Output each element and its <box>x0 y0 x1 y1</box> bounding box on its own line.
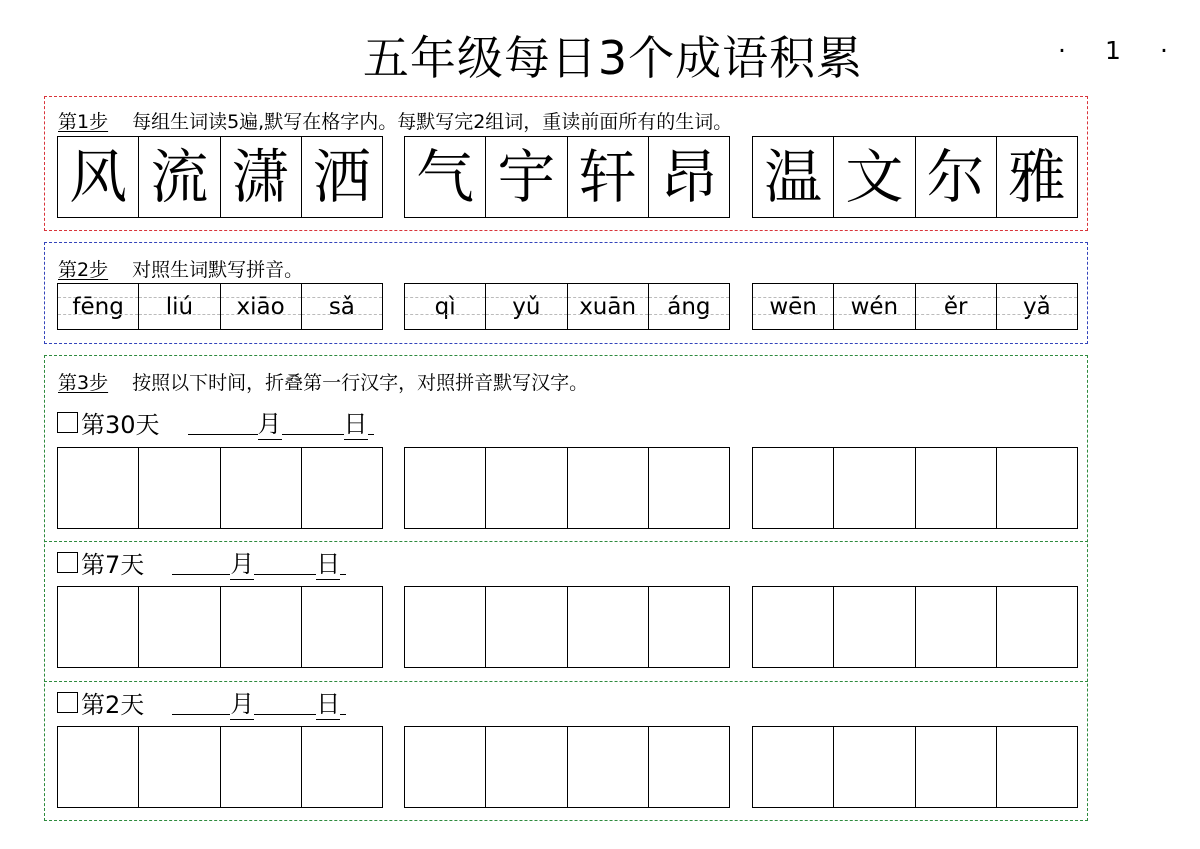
date-underline-end <box>340 550 346 575</box>
writing-cell[interactable] <box>834 727 915 807</box>
month-blank[interactable] <box>172 550 230 575</box>
pinyin-text: ěr <box>943 293 968 320</box>
checkbox-day-7[interactable] <box>57 552 78 573</box>
step1-text: 每组生词读5遍,默写在格字内。每默写完2组词，重读前面所有的生词。 <box>132 111 733 133</box>
step1-instruction <box>58 107 732 134</box>
writing-cell[interactable] <box>834 587 915 667</box>
writing-cell[interactable] <box>997 587 1077 667</box>
day-row-30 <box>57 404 374 440</box>
day-blank[interactable] <box>254 690 316 715</box>
step2-number: 第2步 <box>58 259 109 281</box>
page-number <box>1058 36 1168 65</box>
pinyin-text: wēn <box>769 293 817 320</box>
writing-cell[interactable] <box>486 727 567 807</box>
pinyin-text: xiāo <box>236 293 285 320</box>
idiom-char-cell: 洒 <box>312 143 371 211</box>
idiom-group-1 <box>57 136 383 218</box>
day-label: 第7天 <box>81 550 145 579</box>
idiom-char-cell: 轩 <box>568 137 649 217</box>
pinyin-cell <box>916 284 997 329</box>
writing-cell[interactable] <box>302 727 382 807</box>
writing-cell[interactable] <box>139 448 220 528</box>
day-label-unit: 日 <box>344 404 368 440</box>
step3-text: 按照以下时间，折叠第一行汉字，对照拼音默写汉字。 <box>132 372 589 394</box>
pinyin-cell <box>58 284 139 329</box>
idiom-char-cell: 流 <box>139 137 220 217</box>
pinyin-cell <box>405 284 486 329</box>
idiom-char-cell: 宇 <box>486 137 567 217</box>
writing-group <box>752 726 1078 808</box>
page-number-value: 1 <box>1105 36 1121 65</box>
day-label-unit: 日 <box>316 684 340 720</box>
pinyin-cell <box>834 284 915 329</box>
page-dot-right: · <box>1160 36 1168 65</box>
pinyin-text: wén <box>850 293 899 320</box>
step3-number: 第3步 <box>58 372 109 394</box>
day-blank[interactable] <box>254 550 316 575</box>
pinyin-cell <box>139 284 220 329</box>
pinyin-text: liú <box>165 293 194 320</box>
pinyin-text: yǔ <box>512 293 541 320</box>
writing-cell[interactable] <box>649 448 729 528</box>
pinyin-cell <box>649 284 729 329</box>
writing-cell[interactable] <box>221 587 302 667</box>
writing-cell[interactable] <box>997 448 1077 528</box>
writing-group <box>57 586 383 668</box>
writing-cell[interactable] <box>753 727 834 807</box>
writing-cell[interactable] <box>405 448 486 528</box>
idiom-char-cell: 风 <box>58 137 139 217</box>
writing-group <box>404 726 730 808</box>
writing-cell[interactable] <box>568 727 649 807</box>
month-blank[interactable] <box>188 410 258 435</box>
idiom-char-cell: 尔 <box>916 137 997 217</box>
writing-group <box>752 447 1078 529</box>
writing-cell[interactable] <box>649 587 729 667</box>
pinyin-group-2 <box>404 283 730 330</box>
writing-group <box>404 447 730 529</box>
writing-cell[interactable] <box>997 727 1077 807</box>
writing-cell[interactable] <box>58 448 139 528</box>
step2-instruction <box>58 255 303 282</box>
writing-cell[interactable] <box>221 727 302 807</box>
idiom-char-cell: 昂 <box>659 143 718 211</box>
writing-cell[interactable] <box>302 448 382 528</box>
writing-cell[interactable] <box>58 727 139 807</box>
writing-cell[interactable] <box>916 448 997 528</box>
writing-cell[interactable] <box>139 727 220 807</box>
pinyin-cell <box>997 284 1077 329</box>
idiom-group-3 <box>752 136 1078 218</box>
idiom-char-cell: 文 <box>834 137 915 217</box>
pinyin-cell <box>753 284 834 329</box>
date-underline-end <box>340 690 346 715</box>
writing-cell[interactable] <box>58 587 139 667</box>
pinyin-cell <box>486 284 567 329</box>
writing-group <box>57 726 383 808</box>
month-label: 月 <box>230 684 254 720</box>
writing-cell[interactable] <box>221 448 302 528</box>
step1-number: 第1步 <box>58 111 109 133</box>
idiom-char-cell: 温 <box>753 137 834 217</box>
pinyin-text: áng <box>667 293 711 320</box>
month-blank[interactable] <box>172 690 230 715</box>
day-label: 第2天 <box>81 690 145 719</box>
writing-cell[interactable] <box>405 727 486 807</box>
day-row-7 <box>57 544 346 580</box>
writing-group <box>404 586 730 668</box>
pinyin-cell <box>302 284 382 329</box>
checkbox-day-2[interactable] <box>57 692 78 713</box>
step3-instruction <box>58 368 588 395</box>
writing-group <box>57 447 383 529</box>
page-dot-left: · <box>1058 36 1066 65</box>
day-label-unit: 日 <box>316 544 340 580</box>
pinyin-group-3 <box>752 283 1078 330</box>
checkbox-day-30[interactable] <box>57 412 78 433</box>
writing-cell[interactable] <box>753 448 834 528</box>
month-label: 月 <box>258 404 282 440</box>
writing-cell[interactable] <box>753 587 834 667</box>
date-underline-end <box>368 410 374 435</box>
pinyin-cell <box>568 284 649 329</box>
pinyin-text: yǎ <box>1023 293 1051 320</box>
pinyin-group-1 <box>57 283 383 330</box>
writing-cell[interactable] <box>916 587 997 667</box>
day-row-2 <box>57 684 346 720</box>
pinyin-text: qì <box>434 293 456 320</box>
writing-cell[interactable] <box>486 587 567 667</box>
day-blank[interactable] <box>282 410 344 435</box>
idiom-char-cell: 潇 <box>221 137 302 217</box>
page-title: 五年级每日3个成语积累 <box>362 31 864 85</box>
step2-text: 对照生词默写拼音。 <box>132 259 304 281</box>
writing-cell[interactable] <box>486 448 567 528</box>
writing-cell[interactable] <box>568 448 649 528</box>
idiom-group-2 <box>404 136 730 218</box>
section-divider <box>44 681 1088 682</box>
writing-group <box>752 586 1078 668</box>
idiom-char-cell: 雅 <box>1007 143 1066 211</box>
writing-cell[interactable] <box>649 727 729 807</box>
writing-cell[interactable] <box>568 587 649 667</box>
pinyin-cell <box>221 284 302 329</box>
month-label: 月 <box>230 544 254 580</box>
pinyin-text: xuān <box>579 293 637 320</box>
writing-cell[interactable] <box>139 587 220 667</box>
writing-cell[interactable] <box>405 587 486 667</box>
pinyin-text: fēng <box>72 293 124 320</box>
day-label: 第30天 <box>81 410 160 439</box>
writing-cell[interactable] <box>834 448 915 528</box>
writing-cell[interactable] <box>916 727 997 807</box>
pinyin-text: sǎ <box>328 293 355 320</box>
section-divider <box>44 541 1088 542</box>
writing-cell[interactable] <box>302 587 382 667</box>
idiom-char-cell: 气 <box>405 137 486 217</box>
